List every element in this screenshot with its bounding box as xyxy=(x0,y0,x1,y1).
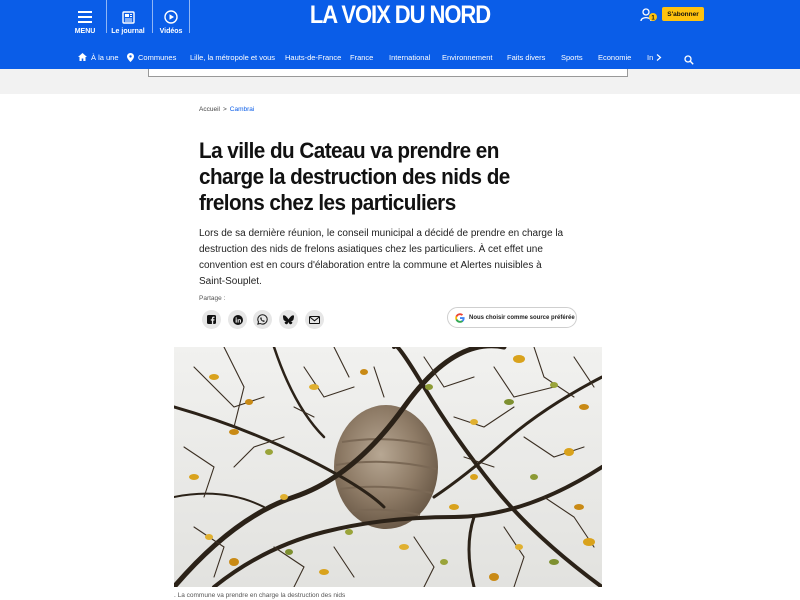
nav-item-france[interactable]: France xyxy=(350,52,374,62)
breadcrumb-home[interactable]: Accueil xyxy=(199,106,220,113)
share-linkedin-button[interactable] xyxy=(228,310,247,329)
ad-slot xyxy=(148,69,628,77)
nav-item-economie[interactable]: Economie xyxy=(598,52,632,62)
linkedin-icon xyxy=(233,315,243,325)
nav-item-environnement[interactable]: Environnement xyxy=(442,52,493,62)
main-nav xyxy=(0,45,800,69)
nav-item-hauts-de-france[interactable]: Hauts-de-France xyxy=(285,52,342,62)
bluesky-icon xyxy=(283,315,294,325)
nav-item-a-la-une[interactable]: À la une xyxy=(78,45,119,69)
breadcrumb xyxy=(199,106,254,113)
photo-caption: . La commune va prendre en charge la destruction des nids xyxy=(174,592,346,599)
share-label: Partage : xyxy=(199,295,226,302)
google-icon xyxy=(455,313,465,323)
facebook-icon xyxy=(207,315,216,324)
share-facebook-button[interactable] xyxy=(202,310,221,329)
videos-label: Vidéos xyxy=(159,28,183,35)
search-icon[interactable] xyxy=(684,52,694,62)
top-header xyxy=(0,0,800,45)
breadcrumb-current[interactable]: Cambrai xyxy=(229,106,255,113)
svg-text:1: 1 xyxy=(651,15,655,22)
account-icon[interactable] xyxy=(640,7,658,23)
newspaper-icon xyxy=(121,10,135,24)
email-icon xyxy=(309,316,320,324)
article-lead: Lors de sa dernière réunion, le conseil municipal a décidé de prendre en charge la destruction des nids de frelons asiatiques chez les particuliers. À cet effet une convention est en cours d'élaboration entre la commune et Alertes nuisibles à Saint-Souplet. xyxy=(199,228,564,287)
share-whatsapp-button[interactable] xyxy=(253,310,272,329)
breadcrumb-separator: > xyxy=(222,106,227,113)
article-photo xyxy=(174,347,602,587)
nav-item-more[interactable]: In xyxy=(647,45,662,69)
article-title: La ville du Cateau va prendre en charge la destruction des nids de frelons chez les particuliers xyxy=(199,138,510,215)
home-icon xyxy=(78,53,87,61)
site-logo[interactable]: LA VOIX DU NORD xyxy=(309,1,491,29)
nav-item-lille[interactable]: Lille, la métropole et vous xyxy=(190,52,276,62)
google-source-label: Nous choisir comme source préférée xyxy=(469,314,575,321)
menu-label: MENU xyxy=(74,28,96,35)
map-pin-icon xyxy=(127,53,134,62)
google-preferred-source-button[interactable] xyxy=(447,307,577,328)
videos-button[interactable] xyxy=(156,0,186,35)
nav-item-international[interactable]: International xyxy=(389,52,431,62)
chevron-right-icon xyxy=(656,54,662,61)
subscribe-button[interactable]: S'abonner xyxy=(662,7,704,21)
journal-button[interactable] xyxy=(110,0,146,35)
journal-label: Le journal xyxy=(111,28,145,35)
nav-item-communes[interactable]: Communes xyxy=(127,45,176,69)
hamburger-icon xyxy=(78,10,92,24)
whatsapp-icon xyxy=(257,314,268,325)
nav-item-faits-divers[interactable]: Faits divers xyxy=(507,52,546,62)
share-bluesky-button[interactable] xyxy=(279,310,298,329)
nav-item-sports[interactable]: Sports xyxy=(561,52,583,62)
menu-button[interactable] xyxy=(70,0,100,35)
play-icon xyxy=(164,10,178,24)
share-email-button[interactable] xyxy=(305,310,324,329)
